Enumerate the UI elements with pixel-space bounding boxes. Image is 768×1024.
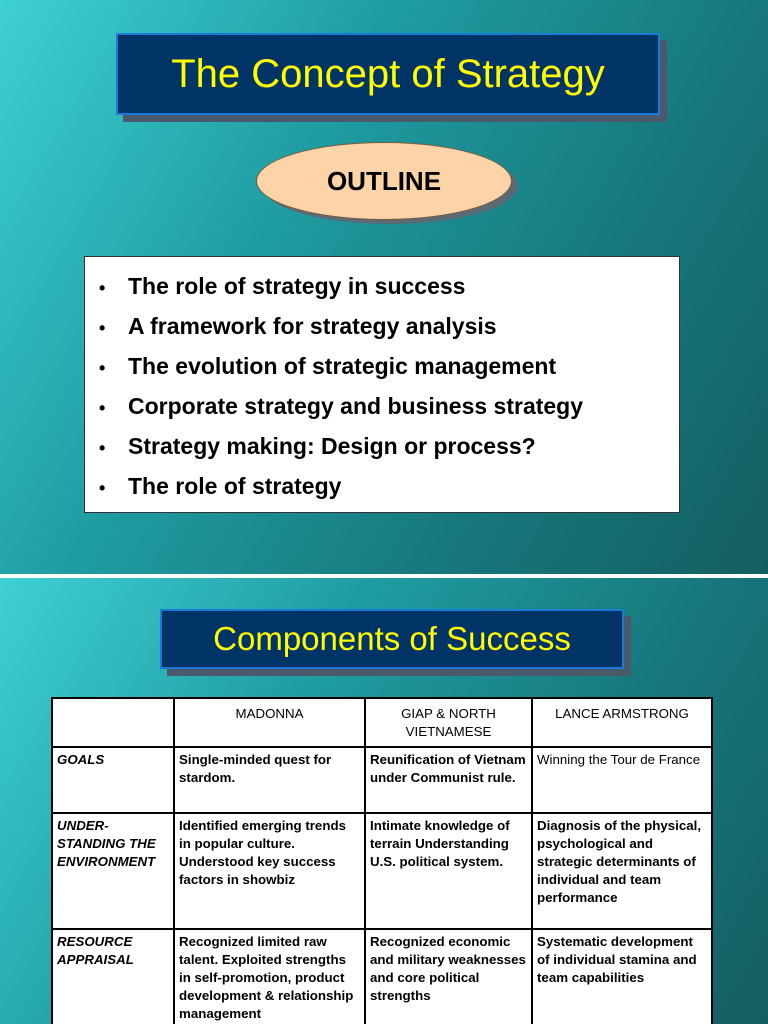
row-label: UNDER-STANDING THE ENVIRONMENT	[52, 813, 174, 929]
list-item: • The role of strategy	[99, 469, 679, 509]
bullet-icon: •	[99, 438, 106, 458]
table-header-cell: LANCE ARMSTRONG	[532, 698, 712, 747]
table-cell: Single-minded quest for stardom.	[174, 747, 365, 813]
table-header-cell: MADONNA	[174, 698, 365, 747]
list-item: • Strategy making: Design or process?	[99, 429, 679, 469]
components-table	[51, 697, 713, 1024]
outline-oval: OUTLINE	[256, 142, 512, 220]
bullet-icon: •	[99, 398, 106, 418]
table-row	[52, 747, 712, 813]
table-cell: Intimate knowledge of terrain Understanding U.S. political system.	[365, 813, 532, 929]
table-cell: Identified emerging trends in popular culture. Understood key success factors in showbiz	[174, 813, 365, 929]
bullet-icon: •	[99, 278, 106, 298]
list-item: • Corporate strategy and business strategy	[99, 389, 679, 429]
slide-components-of-success	[0, 578, 768, 1024]
table-cell: Diagnosis of the physical, psychological and strategic determinants of individual and team performance	[532, 813, 712, 929]
table-row	[52, 813, 712, 929]
table-header-row	[52, 698, 712, 747]
table-cell: Recognized economic and military weaknesses and core political strengths	[365, 929, 532, 1024]
slide-title: The Concept of Strategy	[116, 33, 660, 115]
bullet-icon: •	[99, 318, 106, 338]
list-item: • A framework for strategy analysis	[99, 309, 679, 349]
table-cell: Winning the Tour de France	[532, 747, 712, 813]
table-row	[52, 929, 712, 1024]
bullet-icon: •	[99, 478, 106, 498]
outline-bullet-list	[84, 256, 680, 513]
list-item: • The evolution of strategic management	[99, 349, 679, 389]
list-item: • The role of strategy in success	[99, 269, 679, 309]
row-label: RESOURCE APPRAISAL	[52, 929, 174, 1024]
slide-title: Components of Success	[160, 609, 624, 669]
table-cell: Recognized limited raw talent. Exploited strengths in self-promotion, product development & relationship management	[174, 929, 365, 1024]
table-header-cell: GIAP & NORTH VIETNAMESE	[365, 698, 532, 747]
table-cell: Systematic development of individual stamina and team capabilities	[532, 929, 712, 1024]
row-label: GOALS	[52, 747, 174, 813]
table-cell: Reunification of Vietnam under Communist rule.	[365, 747, 532, 813]
bullet-icon: •	[99, 358, 106, 378]
table-header-cell	[52, 698, 174, 747]
